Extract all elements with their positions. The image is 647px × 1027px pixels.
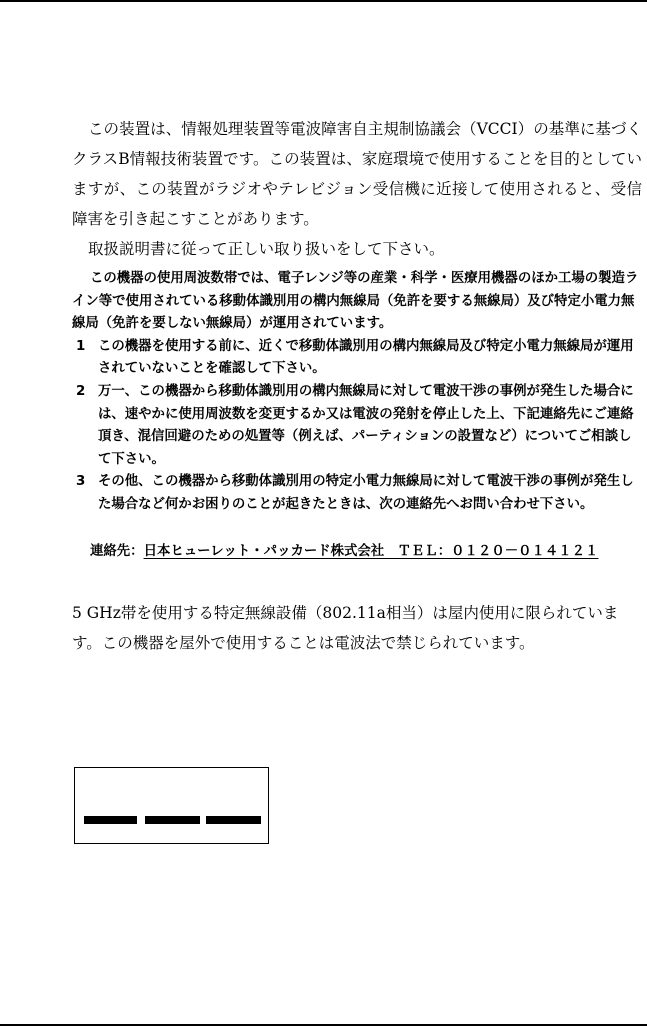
item-text: 万一、この機器から移動体識別用の構内無線局に対して電波干渉の事例が発生した場合には、速やかに使用周波数を変更するか又は電波の発射を停止した上、下記連絡先にご連絡頂き、混信回避のための処置等（例えば、パーティションの設置など）についてご相談して下さい。 [98, 383, 634, 467]
list-item [72, 336, 644, 381]
item-number: 3 [76, 474, 86, 490]
label-bar-1 [84, 816, 137, 824]
vcci-notice [72, 114, 642, 264]
item-number: 1 [76, 338, 86, 354]
bottom-rule [0, 1024, 647, 1026]
radio-interference-notice [72, 268, 644, 563]
label-bar-3 [206, 816, 261, 824]
radio-label-box [74, 767, 269, 844]
5ghz-notice [72, 598, 644, 658]
vcci-instruction: 取扱説明書に従って正しい取り扱いをして下さい。 [88, 240, 445, 258]
contact-line [90, 541, 644, 564]
label-bar-2 [145, 816, 200, 824]
top-rule [0, 0, 647, 2]
radio-notice-list [72, 336, 644, 517]
list-item [72, 471, 644, 516]
contact-value: 日本ヒューレット・パッカード株式会社 ＴＥＬ：０１２０－０１４１２１ [143, 543, 599, 559]
list-item [72, 381, 644, 471]
contact-label: 連絡先： [90, 543, 144, 559]
item-text: その他、この機器から移動体識別用の特定小電力無線局に対して電波干渉の事例が発生した場合など何かお困りのことが起きたときは、次の連絡先へお問い合わせ下さい。 [98, 474, 634, 512]
item-text: この機器を使用する前に、近くで移動体識別用の構内無線局及び特定小電力無線局が運用されていないことを確認して下さい。 [98, 338, 634, 377]
item-number: 2 [76, 383, 86, 399]
radio-notice-intro: この機器の使用周波数帯では、電子レンジ等の産業・科学・医療用機器のほか工場の製造ライン等で使用されている移動体識別用の構内無線局（免許を要する無線局）及び特定小電力無線局（免許を要しない無線局）が運用されています。 [72, 271, 639, 332]
5ghz-notice-text: 5 GHz帯を使用する特定無線設備（802.11a相当）は屋内使用に限られています。この機器を屋外で使用することは電波法で禁じられています。 [72, 604, 619, 652]
vcci-paragraph: この装置は、情報処理装置等電波障害自主規制協議会（VCCI）の基準に基づくクラスB情報技術装置です。この装置は、家庭環境で使用することを目的としていますが、この装置がラジオやテレビジョン受信機に近接して使用されると、受信障害を引き起こすことがあります。 [72, 120, 642, 228]
